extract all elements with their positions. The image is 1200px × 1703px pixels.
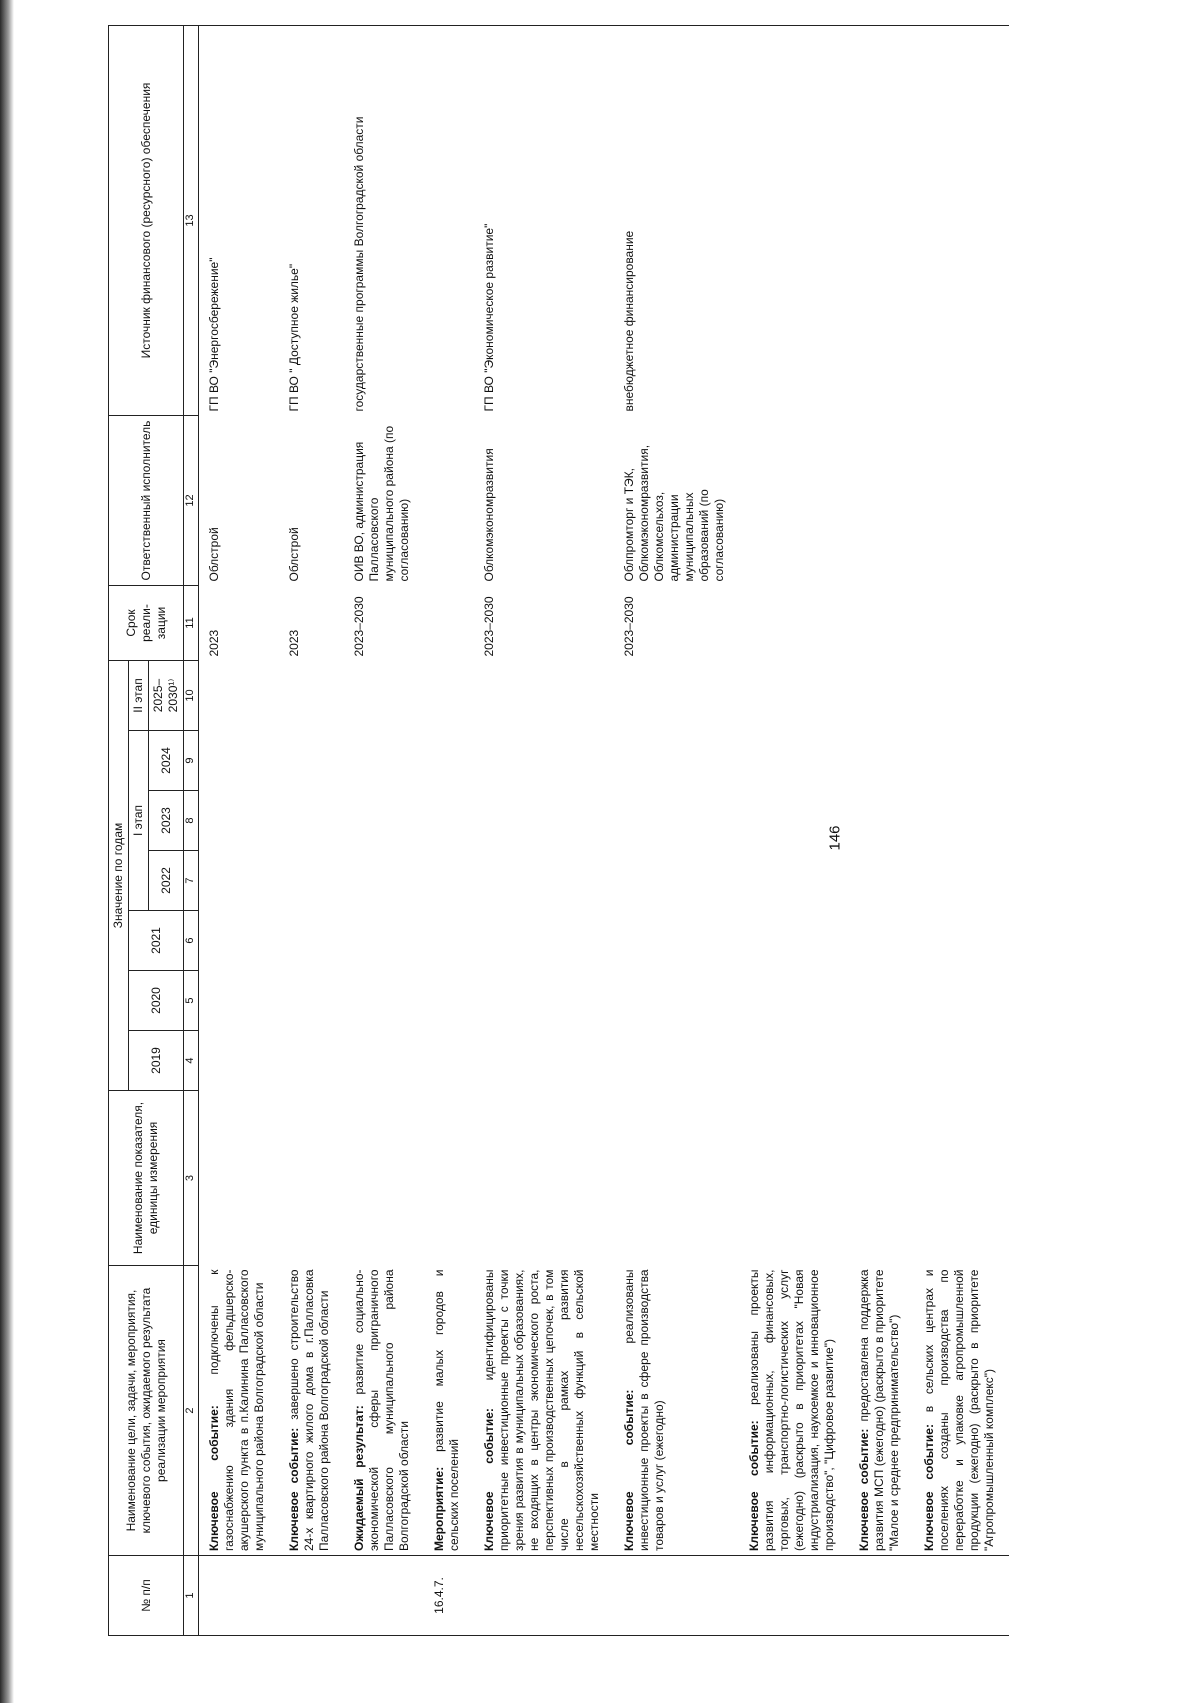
header-2020: 2020 [129,971,184,1031]
row-term: 2023–2030 [621,596,636,657]
row-num [614,1556,739,1636]
col-number: 8 [184,791,199,851]
header-num: № п/п [109,1556,184,1636]
header-2022: 2022 [149,851,184,911]
row-term [739,586,849,661]
row-description: реализованы проекты развития информационных, финансовых, торговых, транспортно-логистических услуг (ежегодно) (раскрыто в приоритетах "Новая индустриализация, наукоемкое и инновационное производство", "Цифровое развитие") [746,1269,836,1551]
row-executor: Облстрой [206,527,221,582]
row-executor: Облкомэкономразвития [481,448,496,582]
row-description: развитие социально-экономической сферы приграничного Палласовского муниципального района Волгоградской области [351,1269,411,1551]
row-label: Ключевое событие: [746,1420,761,1551]
row-executor [914,416,1009,586]
table-row [344,26,424,1636]
row-num [849,1556,914,1636]
row-num [914,1556,1009,1636]
col-number: 2 [184,1266,199,1556]
rotated-table-page [108,66,1200,1636]
row-text [849,1266,914,1556]
col-number: 11 [184,586,199,661]
table-row [914,26,1009,1636]
header-executor: Ответственный исполнитель [109,416,184,586]
row-executor: ОИВ ВО, администрация Палласовского муниципального района (по согласованию) [351,425,411,582]
header-stage-2-years: 2025–2030¹⁾ [149,661,184,731]
row-label: Ключевое событие: [921,1424,936,1551]
row-label: Ключевое событие: [481,1408,496,1551]
col-number: 12 [184,416,199,586]
header-source: Источник финансового (ресурсного) обеспечения [109,26,184,416]
col-number: 9 [184,731,199,791]
row-num [739,1556,849,1636]
events-table [108,25,1009,1636]
table-row [614,26,739,1636]
scan-edge-shadow [0,0,14,1703]
row-description: развитие малых городов и сельских поселений [431,1269,461,1551]
row-source [424,26,474,416]
header-indicator: Наименование показателя, единицы измерения [109,1091,184,1266]
table-row [279,26,344,1636]
row-term [424,586,474,661]
row-description: завершено строительство 24-х квартирного жилого дома в г.Палласовка Палласовского района Волгоградской области [286,1269,331,1551]
header-stage-1: I этап [129,731,149,911]
row-term: 2023 [286,629,301,657]
row-description: реализованы инвестиционные проекты в сфере производства товаров и услуг (ежегодно) [621,1269,666,1551]
row-text [279,1266,344,1556]
row-text [914,1266,1009,1556]
header-2024: 2024 [149,731,184,791]
row-source [914,26,1009,416]
row-text [614,1266,739,1556]
row-description: предоставлена поддержка развития МСП (ежегодно) (раскрыто в приоритете "Малое и среднее предпринимательство") [856,1269,901,1551]
row-text [424,1266,474,1556]
row-source: государственные программы Волгоградской области [344,26,424,416]
row-source: ГП ВО "Энергосбережение" [198,26,279,416]
row-source: ГП ВО " Доступное жилье" [279,26,344,416]
header-term: Срок реали-зации [109,586,184,661]
row-text [198,1266,279,1556]
header-2019: 2019 [129,1031,184,1091]
row-term: 2023 [206,629,221,657]
col-number: 7 [184,851,199,911]
row-executor [849,416,914,586]
row-source: ГП ВО "Экономическое развитие" [474,26,614,416]
row-executor [739,416,849,586]
col-number: 4 [184,1031,199,1091]
col-number: 6 [184,911,199,971]
row-label: Ключевое событие: [206,1405,221,1551]
table-row [424,26,474,1636]
row-description: в сельских центрах и поселениях созданы производства по переработке и упаковке агропромышленной продукции (ежегодно) (раскрыто в приоритете "Агропромышленный комплекс") [921,1269,996,1551]
column-numbers-row [184,26,199,1636]
row-term: 2023–2030 [481,596,496,657]
row-num [198,1556,279,1636]
row-term [914,586,1009,661]
col-number: 10 [184,661,199,731]
table-row [849,26,914,1636]
row-label: Ключевое событие: [856,1428,871,1551]
col-number: 3 [184,1091,199,1266]
table-row [474,26,614,1636]
col-number: 5 [184,971,199,1031]
row-text [474,1266,614,1556]
row-num: 16.4.7. [424,1556,474,1636]
row-label: Мероприятие: [431,1466,446,1551]
header-values-by-year: Значение по годам [109,661,129,1091]
row-term: 2023–2030 [351,596,366,657]
row-term [849,586,914,661]
header-stage-2: II этап [129,661,149,731]
row-num [474,1556,614,1636]
col-number: 1 [184,1556,199,1636]
row-source [849,26,914,416]
row-executor [424,416,474,586]
row-executor: Облпромторг и ТЭК, Облкомэкономразвития, Облкомсельхоз, администрации муниципальных образований (по согласованию) [621,444,726,582]
row-description: подключены к газоснабжению здания фельдшерско-акушерского пункта в п.Калинина Палласовского муниципального района Волгоградской области [206,1269,266,1551]
row-label: Ключевое событие: [286,1427,301,1551]
row-description: идентифицированы приоритетные инвестиционные проекты с точки зрения развития в муниципальных образованиях, не входящих в центры экономического роста, перспективных производственных цепочек, в том числе в рамках развития несельскохозяйственных функций в сельской местности [481,1269,601,1551]
header-2023: 2023 [149,791,184,851]
row-executor: Облстрой [286,527,301,582]
table-row [739,26,849,1636]
header-name: Наименование цели, задачи, мероприятия, ключевого события, ожидаемого результата реализации мероприятия [109,1266,184,1556]
header-2021: 2021 [129,911,184,971]
row-source [739,26,849,416]
col-number: 13 [184,26,199,416]
row-text [739,1266,849,1556]
row-num [344,1556,424,1636]
table-row [198,26,279,1636]
row-label: Ожидаемый результат: [351,1405,366,1551]
row-label: Ключевое событие: [621,1389,636,1551]
row-num [279,1556,344,1636]
row-text [344,1266,424,1556]
page-number: 146 [826,825,844,851]
row-source: внебюджетное финансирование [614,26,739,416]
